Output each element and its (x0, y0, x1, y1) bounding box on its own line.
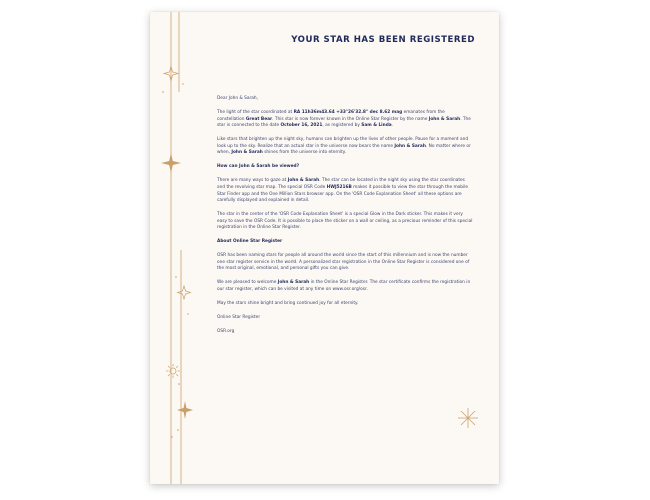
text: Like stars that brighten up the night sky, humans can brighten up the lives of other people. Pause for a moment and look up to the sky. Realize that an actual star in the universe now bears the name (217, 137, 469, 149)
text: in the Online Star Register. The star certificate confirms the registration in our star register, which can be visited at any time on www.osr.org/osr. (217, 280, 471, 292)
letter-body (217, 96, 473, 343)
text: , as registered by (322, 123, 362, 129)
osr-code: HWJ5216B (326, 184, 352, 190)
paragraph-sticker: The star in the center of the 'OSR Code Explanation Sheet' is a special Glow in the Dark sticker. This makes it very easy to save the OSR Code. It is possible to place the sticker on a wall or ceiling, as a precious reminder of this special registration in the Online Star Register. (217, 212, 473, 231)
constellation-name: Great Bear (245, 116, 273, 122)
star-name: John & Sarah (287, 178, 320, 184)
dot (162, 91, 164, 93)
greeting: Dear John & Sarah, (217, 96, 258, 101)
paragraph-brighten (217, 137, 473, 157)
text: . The star is connected to the date (217, 116, 471, 129)
text: There are many ways to gaze at (217, 178, 288, 184)
dot (175, 276, 177, 278)
dot (178, 383, 180, 385)
text: . This star is now forever known in the Online Star Register by the name (272, 116, 429, 122)
heading-how-to-view: How can John & Sarah be viewed? (217, 164, 300, 170)
sparkle-mid-icon (161, 153, 181, 173)
text: makes it possible to view the star through the mobile Star Finder app and the One Million Stars browser app. On the 'OSR Code Explanation Sheet' all these options are carefully displayed and explained in detail. (217, 184, 469, 204)
paragraph-star-coordinates (217, 110, 473, 130)
paragraph-closing: May the stars shine bright and bring continued joy for all eternity. (217, 300, 359, 306)
signature-line-1: Online Star Register (217, 314, 261, 320)
star-name: John & Sarah (394, 143, 426, 149)
text: . The star can be located in the night sky using the star coordinates and the revolving star map. The special OSR Code (217, 178, 465, 190)
text: shines from the universe into eternity. (262, 150, 347, 156)
heading-about-osr: About Online Star Register (217, 239, 283, 245)
starburst-icon (458, 408, 478, 428)
text: The light of the star coordinated at (217, 109, 294, 115)
paragraph-about: OSR has been naming stars for people all around the world since the start of this millennium and is now the number one star register service in the world. A personalized star registration in the Online Star Register is considered one of the most original, emotional, and personal gifts you can give. (217, 253, 470, 272)
star-name: John & Sarah (277, 280, 310, 286)
star-name: John & Sarah (428, 116, 461, 122)
star-outline-lower-icon (178, 286, 191, 299)
certificate-page (150, 12, 499, 484)
star-coordinates: RA 11h36m43.64 +33°26'32.8" dec 8.62 mag (293, 109, 403, 115)
dot (187, 313, 188, 314)
dots-decoration (162, 83, 189, 437)
text: emanates from the constellation (217, 109, 445, 122)
text: . No matter where or when, (217, 143, 471, 156)
text: We are pleased to welcome (217, 280, 278, 286)
dot (177, 429, 179, 431)
signature-line-2: OSR.org (217, 328, 235, 334)
dot (182, 83, 183, 84)
text: . (391, 123, 394, 129)
page-title: YOUR STAR HAS BEEN REGISTERED (291, 35, 475, 45)
sparkle-bottom-icon (177, 401, 193, 419)
registration-date: October 16, 2021 (280, 123, 323, 129)
paragraph-ways-to-gaze (217, 178, 473, 204)
paragraph-welcome (217, 280, 473, 293)
registered-by: Sam & Linda (361, 123, 392, 129)
star-name: John & Sarah (231, 150, 263, 156)
sun-icon (166, 364, 180, 378)
dot (171, 436, 172, 437)
